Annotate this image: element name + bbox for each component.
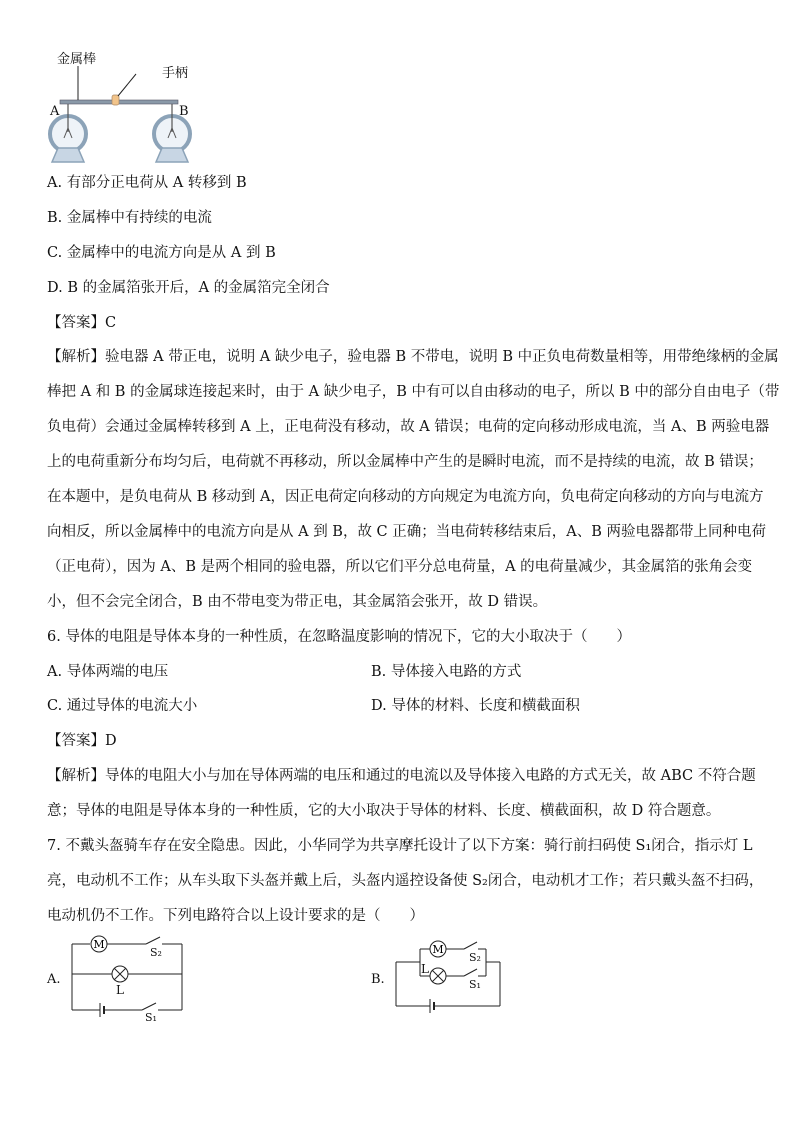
q6-option-c: C. 通过导体的电流大小 — [47, 698, 198, 714]
analysis-line: （正电荷），因为 A、B 是两个相同的验电器，所以它们平分总电荷量，A 的电荷量减少，其金属箔的张角会变 — [47, 559, 753, 575]
q6-option-d: D. 导体的材料、长度和横截面积 — [371, 698, 580, 714]
question-7-stem: 7. 不戴头盔骑车存在安全隐患。因此，小华同学为共享摩托设计了以下方案：骑行前扫码使 S₁闭合，指示灯 L — [47, 838, 753, 854]
s2-label: S₂ — [150, 946, 162, 959]
label-b: B — [179, 104, 189, 119]
option-b: B. 金属棒中有持续的电流 — [47, 210, 212, 226]
q6-analysis-line: 意；导体的电阻是导体本身的一种性质，它的大小取决于导体的材料、长度、横截面积，故 D 符合题意。 — [47, 803, 721, 819]
motor-label: M — [93, 938, 105, 951]
q6-option-a: A. 导体两端的电压 — [47, 664, 169, 680]
label-handle: 手柄 — [162, 66, 189, 81]
motor-label: M — [432, 943, 444, 956]
lamp-label: L — [116, 983, 124, 997]
question-7-stem: 电动机仍不工作。下列电路符合以上设计要求的是（ ） — [47, 908, 424, 924]
circuit-a-option-label: A. — [47, 972, 61, 987]
analysis-line: 向相反，所以金属棒中的电流方向是从 A 到 B，故 C 正确；当电荷转移结束后，A、B 两验电器都带上同种电荷 — [47, 524, 766, 540]
question-6-stem: 6. 导体的电阻是导体本身的一种性质，在忽略温度影响的情况下，它的大小取决于（ ） — [47, 629, 631, 645]
circuit-b-figure — [368, 932, 518, 1026]
analysis-line: 在本题中，是负电荷从 B 移动到 A，因正电荷定向移动的方向规定为电流方向，负电荷定向移动的方向与电流方 — [47, 489, 764, 505]
circuit-b-option-label: B. — [371, 972, 385, 987]
electroscope-figure — [44, 44, 204, 166]
analysis-line: 小，但不会完全闭合，B 由不带电变为带正电，其金属箔会张开，故 D 错误。 — [47, 594, 548, 610]
analysis-line: 上的电荷重新分布均匀后，电荷就不再移动，所以金属棒中产生的是瞬时电流，而不是持续的电流，故 B 错误； — [47, 454, 763, 470]
option-a: A. 有部分正电荷从 A 转移到 B — [47, 175, 247, 191]
option-c: C. 金属棒中的电流方向是从 A 到 B — [47, 245, 276, 261]
label-metal-rod: 金属棒 — [57, 52, 97, 67]
answer-q6: 【答案】D — [47, 733, 117, 749]
analysis-line: 棒把 A 和 B 的金属球连接起来时，由于 A 缺少电子，B 中有可以自由移动的电子，所以 B 中的部分自由电子（带 — [47, 384, 780, 400]
lamp-label: L — [421, 962, 429, 976]
circuit-a-figure — [44, 932, 194, 1026]
q6-analysis-line: 【解析】导体的电阻大小与加在导体两端的电压和通过的电流以及导体接入电路的方式无关，故 ABC 不符合题 — [47, 768, 756, 784]
s1-label: S₁ — [145, 1011, 157, 1024]
s1-label: S₁ — [469, 978, 481, 991]
answer-q5: 【答案】C — [47, 315, 117, 331]
analysis-line: 负电荷）会通过金属棒转移到 A 上，正电荷没有移动，故 A 错误；电荷的定向移动形成电流，当 A、B 两验电器 — [47, 419, 770, 435]
q6-option-b: B. 导体接入电路的方式 — [371, 664, 522, 680]
s2-label: S₂ — [469, 951, 481, 964]
option-d: D. B 的金属箔张开后，A 的金属箔完全闭合 — [47, 280, 330, 296]
analysis-line: 【解析】验电器 A 带正电，说明 A 缺少电子，验电器 B 不带电，说明 B 中正负电荷数量相等，用带绝缘柄的金属 — [47, 349, 779, 365]
question-7-stem: 亮，电动机不工作；从车头取下头盔并戴上后，头盔内遥控设备使 S₂闭合，电动机才工作；若只戴头盔不扫码， — [47, 873, 764, 889]
label-a: A — [50, 104, 60, 119]
